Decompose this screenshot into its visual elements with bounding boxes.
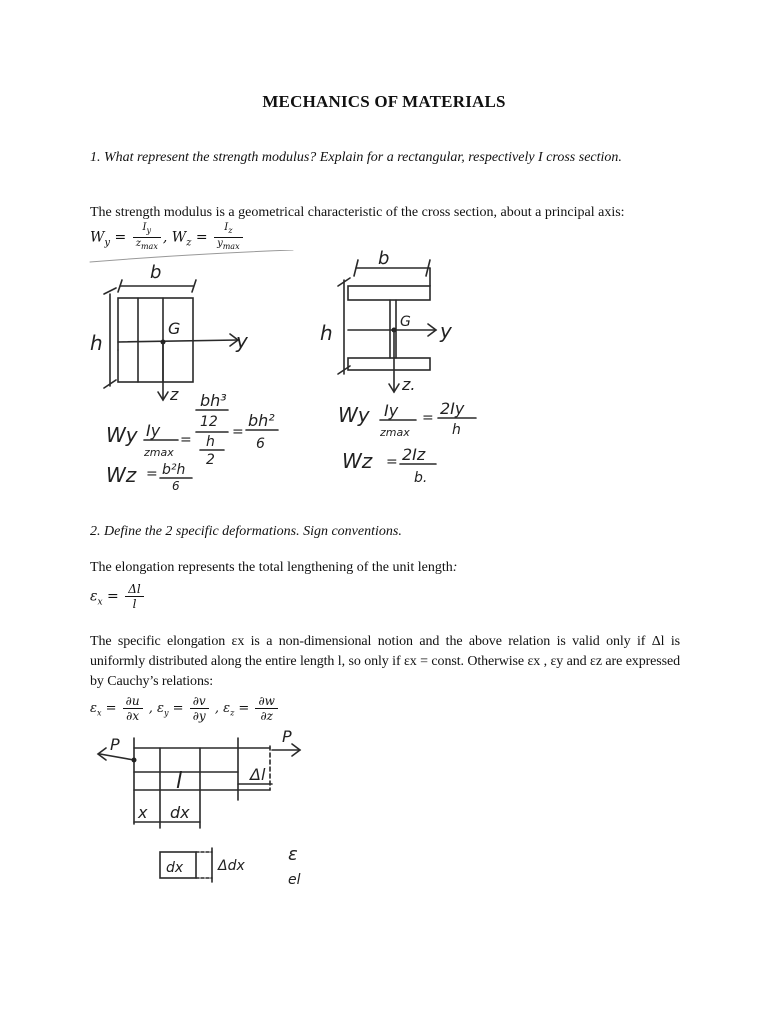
wy-den-sub: max <box>140 242 158 251</box>
wz-symbol: W <box>171 229 187 246</box>
cauchy-eq-2: = <box>168 701 188 716</box>
elongation-sentence: The elongation represents the total lengthening of the unit length <box>90 560 453 575</box>
dx-label: dx <box>170 803 190 822</box>
wy-fraction <box>133 222 161 253</box>
page-title: MECHANICS OF MATERIALS <box>262 92 506 111</box>
i-zmax: zmax <box>380 426 410 439</box>
specific-elongation-paragraph: The specific elongation εx is a non-dimensional notion and the above relation is valid only if Δl is uniformly distributed along the entire length l, so only if εx = const. Otherwise εx , εy and εz are expressed by Cauchy’s relations: <box>90 634 680 689</box>
rect-b-label: b <box>150 262 162 283</box>
force-right-label: P <box>282 728 292 746</box>
cauchy-ex: ε <box>90 701 97 716</box>
eps-fraction <box>125 582 144 611</box>
question-2: 2. Define the 2 specific deformations. Sign conventions. <box>90 524 402 539</box>
cauchy-eq-1: = <box>101 701 121 716</box>
rect-six2: 6 <box>172 479 180 490</box>
i-h-label: h <box>320 321 333 345</box>
wy-subscript: y <box>104 237 111 249</box>
cauchy-ey-num: ∂v <box>190 694 209 709</box>
elongation-formula <box>90 582 146 611</box>
svg-text:=: = <box>422 410 434 426</box>
cauchy-eq-3: = <box>234 701 254 716</box>
rect-h-over: h <box>206 434 215 450</box>
cauchy-ey-sub: y <box>164 708 169 718</box>
bar-elongation-sketch <box>92 728 322 898</box>
wy-symbol: W <box>90 229 105 246</box>
cauchy-ey: ε <box>157 701 164 716</box>
i-iy: Iy <box>384 401 399 420</box>
dx-element-label: dx <box>166 860 184 876</box>
rect-zmax: zmax <box>144 446 174 459</box>
i-two-iz: 2Iz <box>402 445 426 464</box>
rect-iy: Iy <box>146 421 161 440</box>
rectangular-section-sketch <box>88 250 298 490</box>
rect-wy-label: Wy <box>106 423 138 447</box>
cauchy-ey-fraction <box>190 694 209 723</box>
epsilon-label: ε <box>288 844 298 865</box>
answer-1-text: The strength modulus is a geometrical characteristic of the cross section, about a principal axis: <box>90 205 625 220</box>
rect-bh3: bh³ <box>200 391 227 410</box>
svg-text:=: = <box>232 424 244 440</box>
eps-denominator: l <box>132 597 137 611</box>
cauchy-sep-1: , <box>144 701 158 716</box>
cauchy-ez-sub: z <box>230 708 235 718</box>
force-left-label: P <box>110 735 120 754</box>
cauchy-ez-num: ∂w <box>255 694 277 709</box>
wy-numerator: I <box>142 222 147 233</box>
cauchy-ez-den: ∂z <box>260 709 273 723</box>
eps-symbol: ε <box>90 588 98 605</box>
cauchy-relations <box>90 694 280 723</box>
i-z-axis-label: z. <box>402 375 416 394</box>
rect-twelve: 12 <box>200 414 218 430</box>
i-g-label: G <box>400 314 411 330</box>
question-1: 1. What represent the strength modulus? Explain for a rectangular, respectively I cross section. <box>90 150 622 165</box>
i-wy-label: Wy <box>338 403 370 427</box>
svg-text:=: = <box>146 466 158 482</box>
cauchy-ex-den: ∂x <box>126 709 140 723</box>
elongation-colon: : <box>452 560 458 575</box>
i-wz-label: Wz <box>342 449 373 473</box>
rect-b2h: b²h <box>162 462 186 478</box>
rect-wz-label: Wz <box>106 463 137 487</box>
cauchy-ey-den: ∂y <box>192 709 206 723</box>
elongation-text <box>90 558 680 578</box>
rect-bh2: bh² <box>248 411 275 430</box>
eps-numerator: Δl <box>125 582 144 597</box>
length-label: l <box>176 769 183 794</box>
wy-denominator: z <box>135 238 141 249</box>
i-b-label: b <box>378 250 390 269</box>
wy-num-sub: y <box>146 226 151 235</box>
svg-text:=: = <box>386 454 398 470</box>
rect-two: 2 <box>206 452 215 468</box>
wz-denominator: y <box>217 238 223 249</box>
x-label: x <box>138 803 148 822</box>
wz-fraction <box>214 222 243 253</box>
cauchy-ex-sub: x <box>96 708 102 718</box>
rect-g-label: G <box>168 319 181 338</box>
rect-y-axis-label: y <box>236 329 248 353</box>
wz-den-sub: max <box>222 242 240 251</box>
eps-subscript: x <box>97 597 103 608</box>
delta-dx-label: Δdx <box>218 858 245 874</box>
i-h-den: h <box>452 422 461 438</box>
el-label: el <box>288 872 301 888</box>
strength-modulus-formula: $W_y$ = $\frac{I_y}{z_{max}}$ , $W_z$ = $\frac{I_z}{y_{max}}$ <box>90 222 245 253</box>
i-b-den: b. <box>414 470 428 486</box>
i-two-iy: 2Iy <box>440 399 465 418</box>
wz-num-sub: z <box>228 226 233 235</box>
cauchy-ez: ε <box>223 701 231 716</box>
cauchy-ex-num: ∂u <box>123 694 143 709</box>
cauchy-ex-fraction <box>123 694 143 723</box>
i-section-sketch <box>318 250 498 490</box>
rect-z-axis-label: z <box>170 385 179 404</box>
cauchy-ez-fraction <box>255 694 277 723</box>
eps-equals: = <box>102 588 124 605</box>
delta-l-label: Δl <box>250 765 266 784</box>
rect-six: 6 <box>256 436 265 452</box>
svg-text:=: = <box>180 432 192 448</box>
i-y-axis-label: y <box>440 319 452 343</box>
wz-numerator: I <box>224 222 229 233</box>
rect-h-label: h <box>90 331 103 355</box>
wz-subscript: z <box>186 237 192 249</box>
cauchy-sep-2: , <box>210 701 224 716</box>
